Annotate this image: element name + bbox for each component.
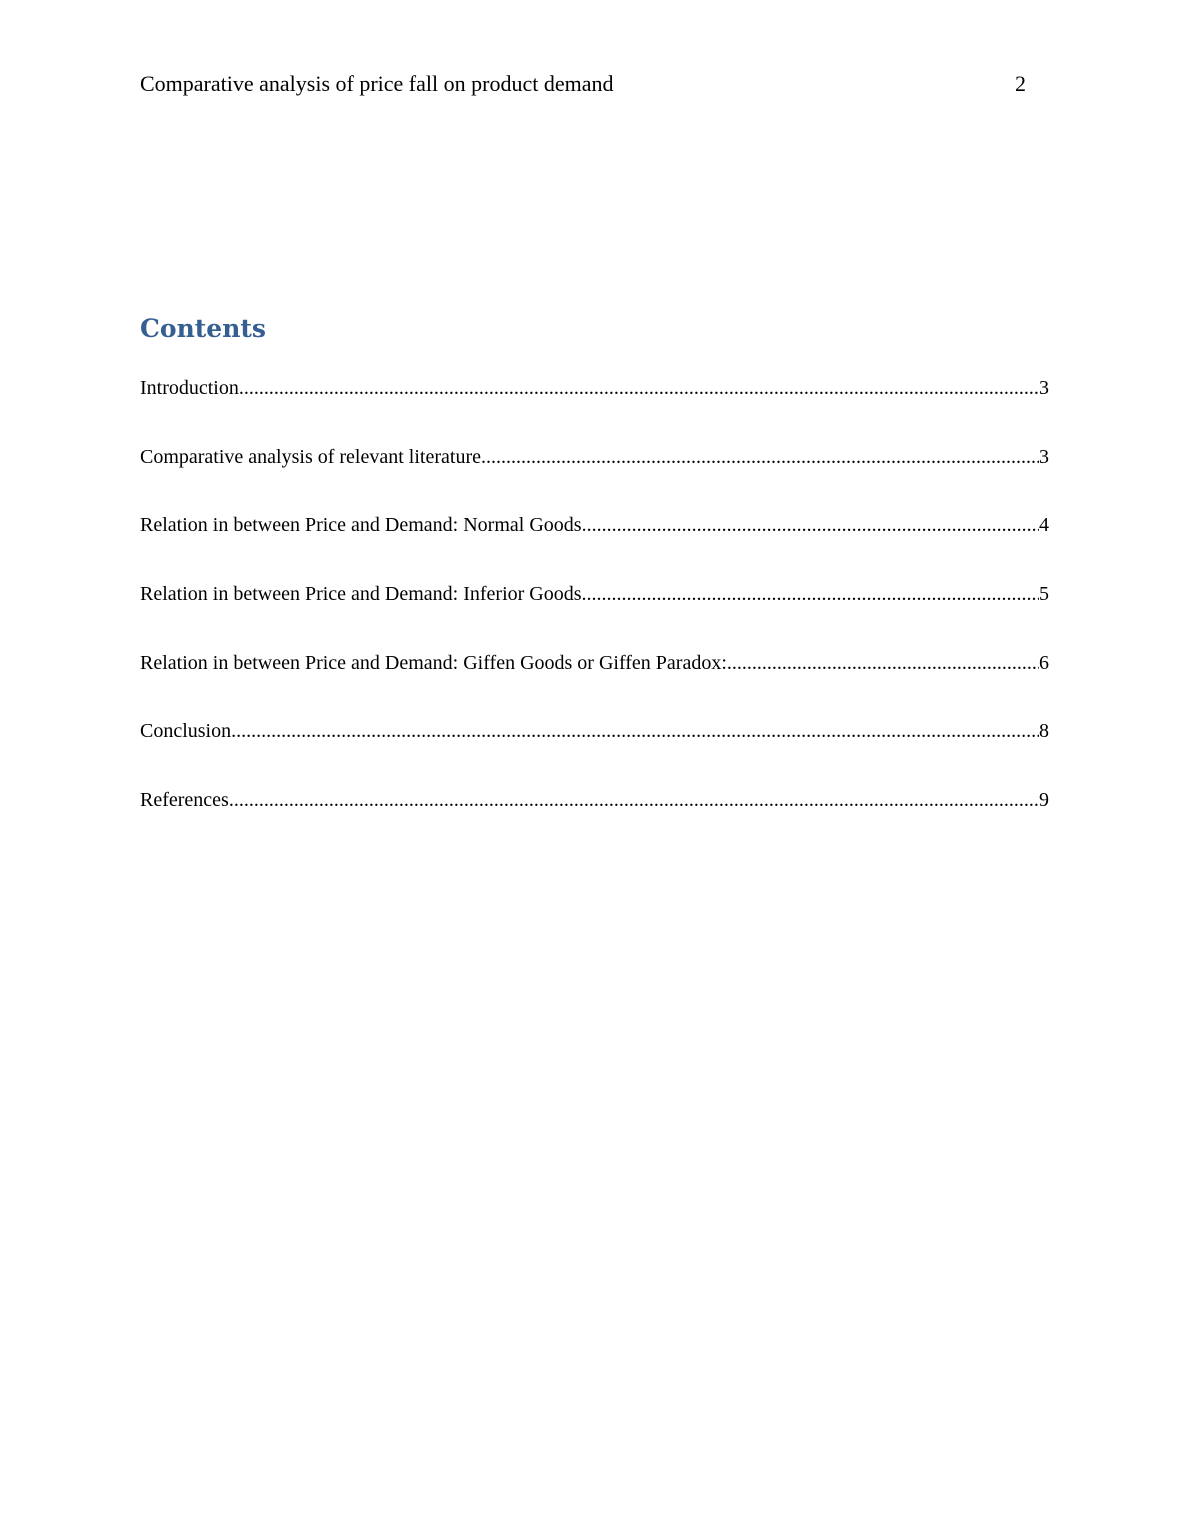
toc-entry-introduction[interactable] (140, 374, 1049, 443)
table-of-contents (140, 374, 1049, 855)
toc-entry-page: 3 (1039, 377, 1049, 399)
toc-entry-label: Conclusion (140, 720, 232, 743)
toc-entry-page: 5 (1039, 583, 1049, 606)
running-head: Comparative analysis of price fall on product demand (140, 71, 614, 96)
toc-dot-leader (481, 443, 1039, 471)
toc-entry-giffen-goods[interactable] (140, 649, 1049, 718)
toc-dot-leader (582, 580, 1039, 608)
toc-entry-page: 8 (1039, 720, 1049, 743)
toc-dot-leader (231, 717, 1039, 745)
toc-entry-page: 3 (1039, 445, 1049, 468)
toc-dot-leader (239, 374, 1039, 402)
toc-entry-label: Relation in between Price and Demand: Giffen Goods or Giffen Paradox: (140, 651, 727, 674)
toc-heading: Contents (140, 314, 267, 343)
toc-entry-normal-goods[interactable] (140, 511, 1049, 580)
toc-entry-label: Relation in between Price and Demand: Normal Goods (140, 514, 582, 537)
toc-entry-label: References (140, 789, 229, 812)
toc-entry-label: Comparative analysis of relevant literature (140, 445, 481, 468)
toc-entry-inferior-goods[interactable] (140, 580, 1049, 649)
toc-entry-page: 4 (1039, 514, 1049, 537)
toc-entry-label: Relation in between Price and Demand: Inferior Goods (140, 583, 582, 606)
toc-dot-leader (727, 649, 1039, 677)
toc-entry-page: 9 (1039, 789, 1049, 812)
toc-entry-page: 6 (1039, 651, 1049, 674)
page-number: 2 (1015, 71, 1026, 96)
toc-dot-leader (582, 511, 1039, 539)
toc-entry-literature[interactable] (140, 443, 1049, 512)
toc-entry-references[interactable] (140, 786, 1049, 855)
toc-entry-label: Introduction (140, 377, 239, 399)
toc-dot-leader (229, 786, 1039, 814)
toc-entry-conclusion[interactable] (140, 717, 1049, 786)
